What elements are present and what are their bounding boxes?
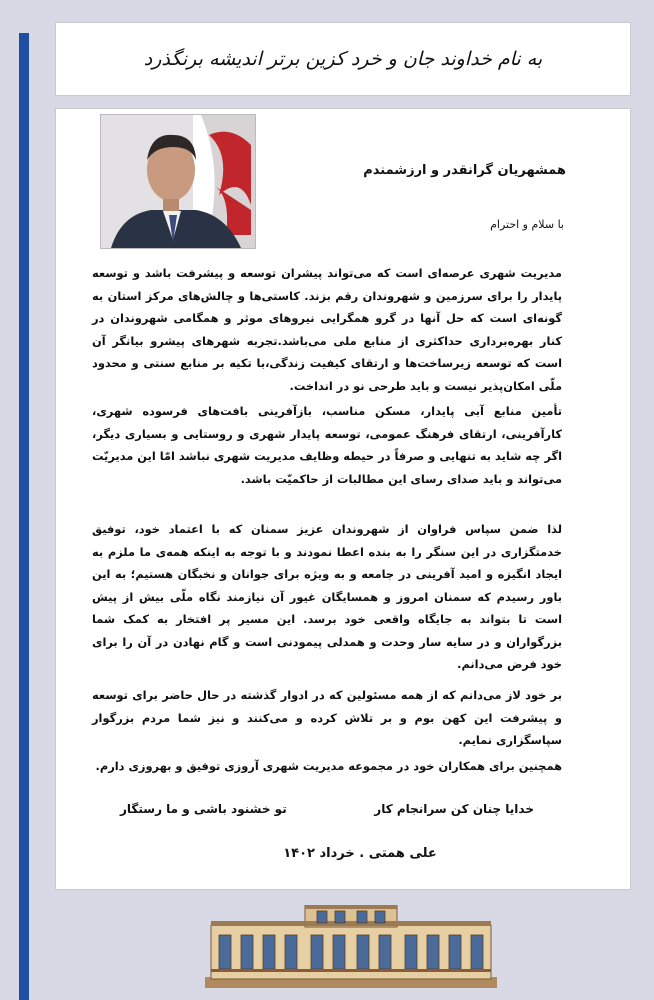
historic-building-illustration [205,905,497,988]
author-portrait-image [101,115,255,248]
paragraph-1: مدیریت شهری عرصه‌ای است که می‌تواند پیشران توسعه و پیشرفت باشد و توسعه پایدار را برای سرزمین و شهروندان رقم بزند. کاستی‌ها و چالش‌های مرکز استان به گونه‌ای است که حل آنها در گرو همگرایی نیروهای موثر و همگامی شهروندان در کنار بهره‌برداری حداکثری از منابع ملی می‌باشد.تجربه شهرهای پیشرو بیانگر آن است که توسعه زیرساخت‌ها و ارتقای کیفیت زندگی،با تکیه بر منابع سنتی و محدود ملّی امکان‌پذیر نیست و باید طرحی نو در انداخت. [92,266,562,393]
letter-salutation: با سلام و احترام [490,218,564,231]
bismillah-calligraphy: به نام خداوند جان و خرد کزین برتر اندیشه برنگذرد [143,48,543,70]
poem-hemistich-right: خدایا چنان کن سرانجام کار [374,802,534,816]
paragraph-3: لذا ضمن سپاس فراوان از شهروندان عزیز سمنان که با اعتماد خود، توفیق خدمتگزاری در این سنگر را به بنده اعطا نمودند و با توجه به اینکه همه‌ی ما ملزم به ایجاد انگیزه و امید آفرینی در جامعه و به ویژه برای جوانان و نخبگان هستیم؛ به این باور رسیدم که سمنان امروز و همسایگان غیور آن نیازمند نگاه ملّی بیش از پیش است تا بتواند به جایگاه واقعی خود برسد. این مسیر پر افتخار به کمک شما بزرگواران و در سایه سار وحدت و همدلی پیمودنی است و گام نهادن در آن را برای خود فرض می‌دانم. [92,522,562,671]
author-photo [100,114,256,249]
paragraph-5: همچنین برای همکاران خود در مجموعه مدیریت شهری آروزی توفیق و بهروزی دارم. [95,759,562,773]
letter-greeting: همشهریان گرانقدر و ارزشمندم [363,163,566,178]
poem-hemistich-left: تو خشنود باشی و ما رستگار [120,802,287,816]
building-drawing [205,905,497,988]
left-accent-bar [19,33,29,1000]
poem-verse [120,802,534,816]
header-banner [55,22,631,96]
paragraph-2: تأمین منابع آبی پایدار، مسکن مناسب، بازآفرینی بافت‌های فرسوده شهری، کارآفرینی، ارتقای فرهنگ عمومی، توسعه پایدار شهری و روستایی و بسیاری دیگر، اگر چه شاید به تنهایی و صرفاً در حیطه وظایف مدیریت شهری نباشد امّا این مدیریّت می‌تواند و باید صدای رسای این مطالبات از حاکمیّت باشد. [92,404,562,486]
signature: علی همتی . خرداد ۱۴۰۲ [283,846,437,861]
paragraph-4: بر خود لاز می‌دانم که از همه مسئولین که در ادوار گذشته در حال حاضر برای توسعه و پیشرفت این کهن بوم و بر تلاش کرده و می‌کنند و نیز شما مردم بزرگوار سپاسگزاری نمایم. [92,688,562,747]
